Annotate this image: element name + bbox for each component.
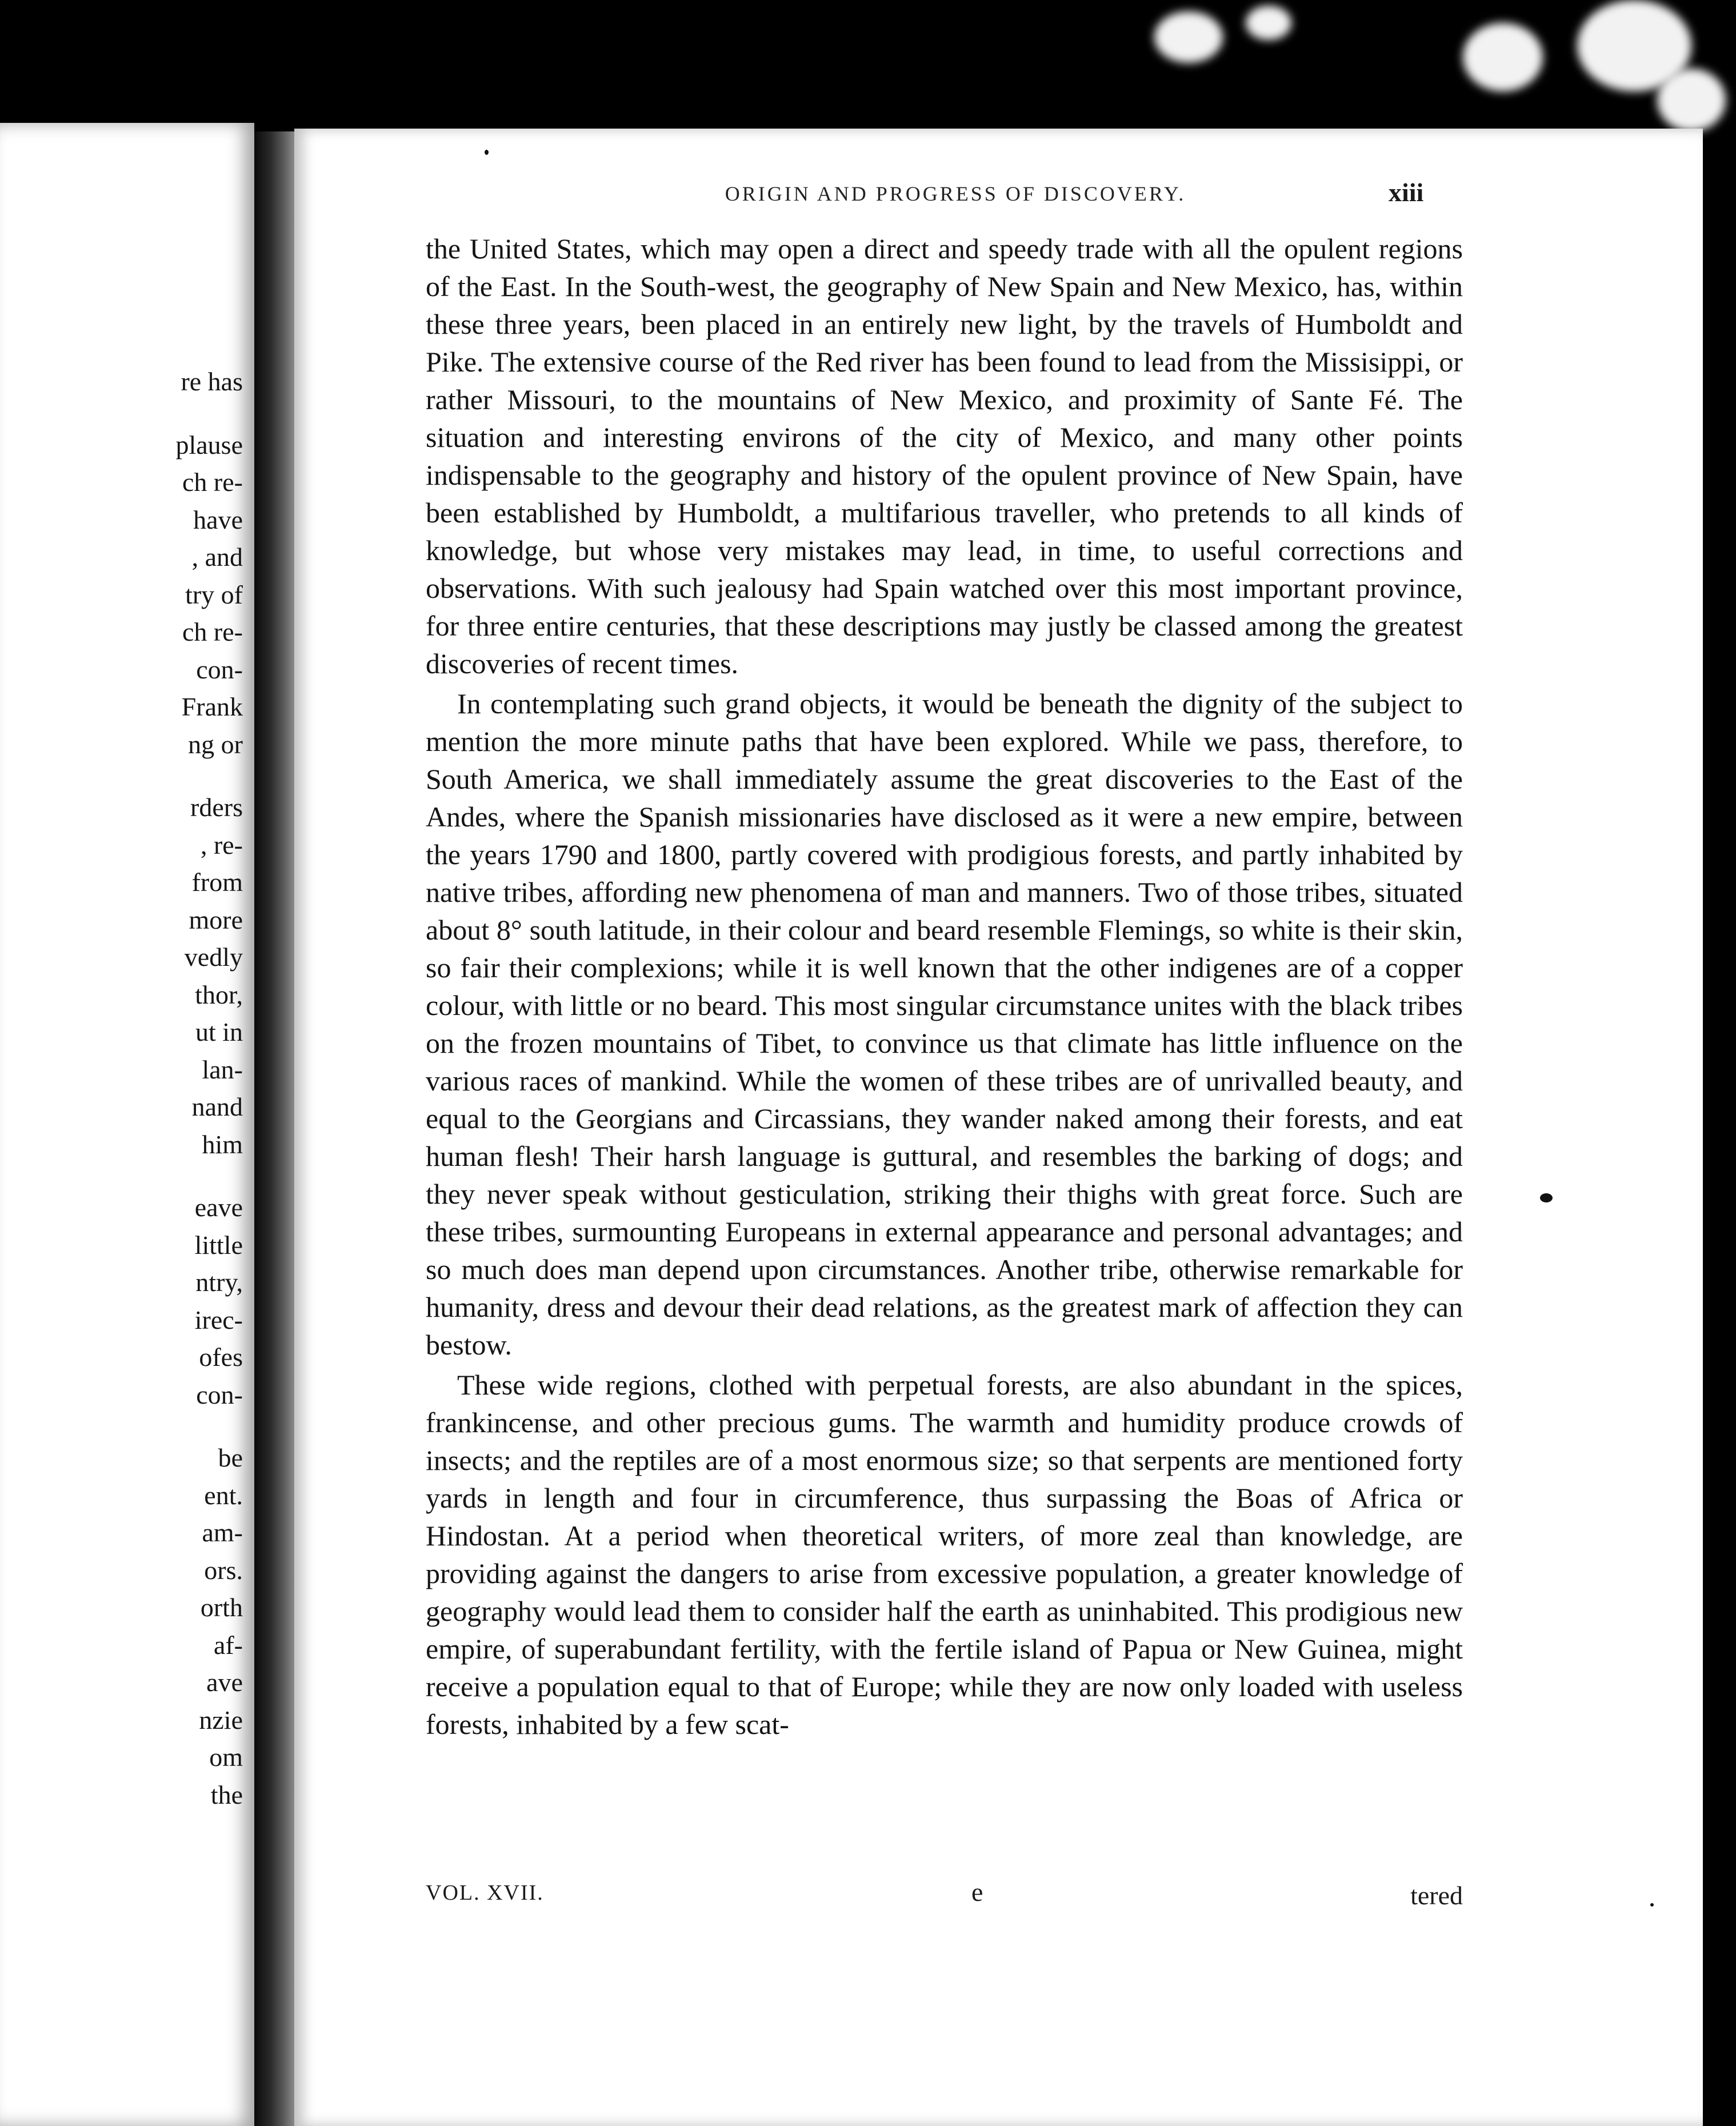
line-ending: ave (206, 1668, 243, 1697)
paragraph: the United States, which may open a direct and speedy trade with all the opulent regions of the East. In the South-west, the geography of New Spain and New Mexico, has, within these three years, been placed in an entirely new light, by the travels of Humboldt and Pike. The extensive course of the Red river has been found to lead from the Missisippi, or rather Missouri, to the mountains of New Mexico, and proximity of Sante Fé. The situation and interesting environs of the city of Mexico, and many other points indispensable to the geography and history of the opulent province of New Spain, have been established by Humboldt, a multifarious traveller, who pretends to all kinds of knowledge, but whose very mistakes may lead, in time, to useful corrections and observations. With such jealousy had Spain watched over this most important province, for three entire centuries, that these descriptions may justly be classed among the greatest discoveries of recent times. (426, 233, 1463, 680)
line-ending: be (218, 1443, 243, 1472)
line-ending: try of (185, 580, 243, 609)
line-ending: thor, (195, 980, 243, 1009)
line-gap (60, 1163, 243, 1189)
line-ending: ors. (204, 1555, 243, 1585)
line-ending: con- (196, 654, 243, 684)
page-footer (426, 1877, 1463, 1915)
paragraph: In contemplating such grand objects, it would be beneath the dignity of the subject to mention the more minute paths that have been explored. While we pass, therefore, to South America, we shall immediately assume the great discoveries to the East of the Andes, where the Spanish missionaries have disclosed as it were a new empire, between the years 1790 and 1800, partly covered with prodigious forests, and partly inhabited by native tribes, affording new phenomena of man and manners. Two of those tribes, situated about 8° south latitude, in their colour and beard resemble Flemings, so white is their skin, so fair their complexions; while it is well known that the other indigenes are of a copper colour, with little or no beard. This most singular circumstance unites with the black tribes on the frozen mountains of Tibet, to convince us that climate has little influence on the various races of mankind. While the women of these tribes are of unrivalled beauty, and equal to the Georgians and Circassians, they wander naked among their forests, and eat human flesh! Their harsh language is guttural, and resembles the barking of dogs; and they never speak without gesticulation, striking their thighs with great force. Such are these tribes, surmounting Europeans in external appearance and personal advantages; and so much does man depend upon circumstances. Another tribe, otherwise remarkable for humanity, dress and devour their dead relations, as the greatest mark of affection they can bestow. (426, 688, 1463, 1361)
line-ending: rders (190, 793, 243, 822)
line-ending: , and (191, 542, 243, 572)
line-ending: ng or (188, 729, 243, 759)
page-number: xiii (1389, 178, 1424, 207)
line-ending: ut in (195, 1017, 243, 1046)
facing-page-left (0, 123, 254, 2126)
line-ending: vedly (184, 942, 243, 972)
light-blotch (1246, 6, 1291, 40)
scan-background-top (0, 0, 1736, 143)
line-gap (60, 1413, 243, 1439)
line-ending: nand (191, 1092, 243, 1121)
line-gap (60, 401, 243, 426)
line-ending: from (191, 868, 243, 897)
catchword: tered (1410, 1881, 1463, 1910)
line-ending: nzie (199, 1705, 243, 1735)
line-ending: ch re- (182, 467, 243, 497)
facing-page-line-endings (60, 363, 243, 1813)
line-ending: little (194, 1230, 243, 1260)
line-ending: con- (196, 1380, 243, 1409)
line-ending: plause (175, 430, 243, 459)
light-blotch (1463, 23, 1543, 91)
line-ending: have (193, 505, 243, 534)
volume-label: VOL. XVII. (426, 1881, 544, 1905)
line-ending: lan- (202, 1054, 243, 1084)
line-ending: ofes (199, 1342, 243, 1372)
line-ending: ntry, (195, 1268, 243, 1297)
line-ending: , re- (200, 830, 243, 860)
line-ending: orth (200, 1593, 243, 1622)
line-ending: the (210, 1780, 243, 1809)
line-ending: af- (213, 1630, 243, 1660)
ink-speck (485, 150, 489, 155)
signature-mark: e (971, 1877, 983, 1907)
line-ending: him (202, 1129, 243, 1159)
line-ending: am- (202, 1518, 243, 1547)
line-ending: irec- (194, 1305, 243, 1334)
line-ending: more (189, 905, 243, 934)
running-head: ORIGIN AND PROGRESS OF DISCOVERY. (725, 182, 1186, 205)
light-blotch (1154, 11, 1223, 63)
ink-speck (1540, 1193, 1553, 1202)
line-gap (60, 763, 243, 789)
line-ending: Frank (181, 692, 243, 721)
paragraph: These wide regions, clothed with perpetual forests, are also abundant in the spices, frankincense, and other precious gums. The warmth and humidity produce crowds of insects; and the reptiles are of a most enormous size; so that serpents are mentioned forty yards in length and four in circumference, thus surpassing the Boas of Africa or Hindostan. At a period when theoretical writers, of more zeal than knowledge, are providing against the dangers to arise from excessive population, a greater knowledge of geography would lead them to consider half the earth as uninhabited. This prodigious new empire, of superabundant fertility, with the fertile island of Papua or New Guinea, might receive a population equal to that of Europe; while they are now only loaded with useless forests, inhabited by a few scat- (426, 1369, 1463, 1740)
line-ending: ent. (204, 1480, 243, 1510)
line-ending: re has (181, 367, 243, 396)
line-ending: om (209, 1743, 243, 1772)
light-blotch (1657, 69, 1726, 131)
line-ending: ch re- (182, 617, 243, 646)
book-gutter (254, 131, 294, 2126)
ink-speck (1650, 1903, 1654, 1907)
body-text (426, 230, 1463, 1745)
line-ending: eave (194, 1193, 243, 1222)
